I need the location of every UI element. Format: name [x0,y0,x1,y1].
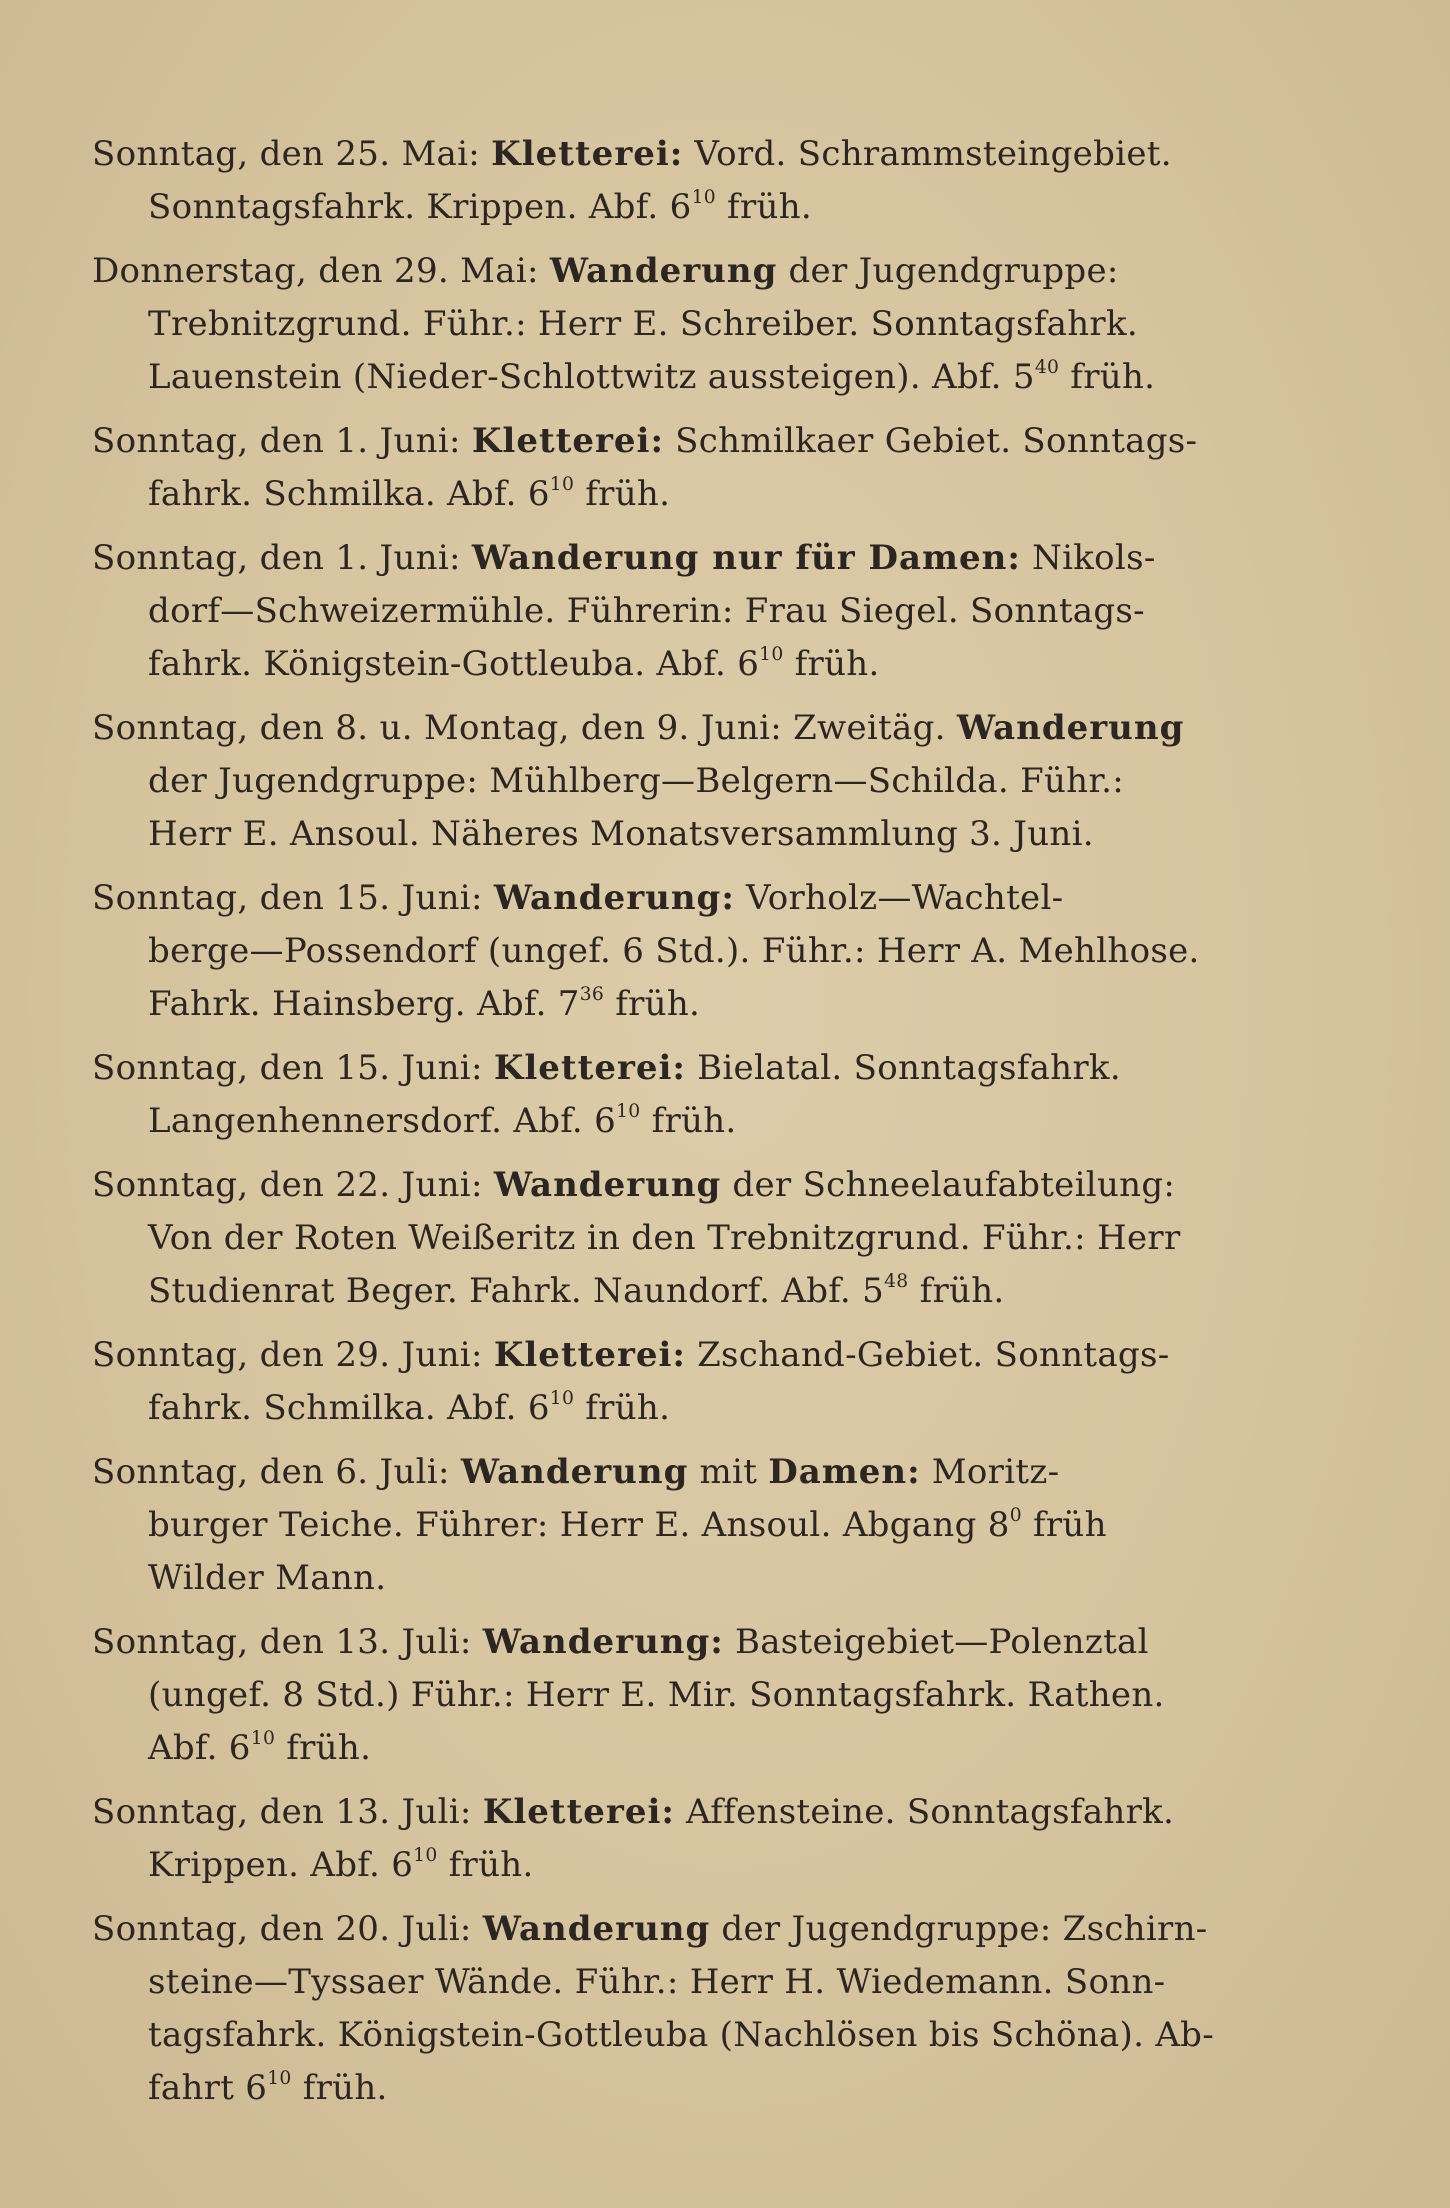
entry-text: früh. [574,1388,671,1428]
entry-text: berge—Possendorf (ungef. 6 Std.). Führ.: Herr A. Mehlhose. [148,931,1200,971]
schedule-entry [92,872,1382,1031]
entry-first-line [92,128,1382,181]
entry-text: Donnerstag, den 29. Mai: [92,251,550,291]
entry-text: früh. [291,2068,388,2108]
activity-keyword: Wanderung [549,251,778,291]
activity-keyword: Kletterei: [491,134,684,174]
activity-keyword: Wanderung nur für Damen: [471,538,1021,578]
entry-continuation-line [92,1499,1382,1552]
activity-keyword: Kletterei: [493,1335,686,1375]
schedule-entry [92,1042,1382,1148]
entry-continuation-line [92,755,1382,808]
entry-text: Vorholz—Wachtel- [734,878,1064,918]
entry-text: Moritz- [920,1452,1060,1492]
entry-text: Sonntag, den 8. u. Montag, den 9. Juni: Zweitäg. [92,708,957,748]
entry-first-line [92,1329,1382,1382]
entry-continuation-line [92,298,1382,351]
activity-keyword: Kletterei: [482,1792,675,1832]
entry-text: Wilder Mann. [148,1558,387,1598]
entry-continuation-line [92,1956,1382,2009]
entry-continuation-line [92,1552,1382,1605]
entry-text: Von der Roten Weißeritz in den Trebnitzgrund. Führ.: Herr [148,1218,1181,1258]
time-minutes: 10 [549,1387,575,1409]
entry-continuation-line [92,638,1382,691]
activity-keyword: Wanderung [493,1165,722,1205]
entry-continuation-line [92,181,1382,234]
entry-text: Sonntag, den 25. Mai: [92,134,492,174]
entry-continuation-line [92,925,1382,978]
entry-text: früh. [640,1101,737,1141]
entry-first-line [92,415,1382,468]
activity-keyword: Kletterei: [471,421,665,461]
schedule-entry [92,128,1382,234]
entry-text: steine—Tyssaer Wände. Führ.: Herr H. Wiedemann. Sonn- [148,1962,1166,2002]
entry-text: Sonntag, den 22. Juni: [92,1165,494,1205]
schedule-entry [92,1786,1382,1892]
entry-text: früh. [715,187,813,227]
entry-text: fahrk. Schmilka. Abf. 6 [148,474,550,514]
entry-continuation-line [92,1212,1382,1265]
schedule-entry [92,245,1382,404]
time-minutes: 10 [413,1844,438,1866]
entry-text: früh. [275,1728,372,1768]
entry-text: Nikols- [1020,538,1156,578]
entry-text: Sonntag, den 1. Juni: [92,538,472,578]
entry-text: Abf. 6 [148,1728,251,1768]
entry-text: früh. [574,474,671,514]
entry-text: Zschand-Gebiet. Sonntags- [685,1335,1170,1375]
entry-text: tagsfahrk. Königstein-Gottleuba (Nachlösen bis Schöna). Ab- [148,2015,1215,2055]
time-minutes: 10 [549,473,575,495]
schedule-entry [92,532,1382,691]
entry-text: Fahrk. Hainsberg. Abf. 7 [148,984,580,1024]
entry-first-line [92,1903,1382,1956]
entry-text: früh. [783,644,880,684]
entry-text: dorf—Schweizermühle. Führerin: Frau Siegel. Sonntags- [148,591,1145,631]
entry-first-line [92,1786,1382,1839]
entry-text: Sonntag, den 15. Juni: [92,878,494,918]
entry-first-line [92,1042,1382,1095]
entry-text: Krippen. Abf. 6 [148,1845,414,1885]
time-minutes: 36 [579,983,605,1005]
activity-keyword: Wanderung [956,708,1185,748]
entry-continuation-line [92,2009,1382,2062]
activity-keyword: Wanderung: [493,878,735,918]
activity-keyword: Kletterei: [493,1048,686,1088]
entry-text: früh [1021,1505,1107,1545]
entry-text: Sonntag, den 6. Juli: [92,1452,461,1492]
schedule-entry [92,1159,1382,1318]
entry-text: Sonntag, den 29. Juni: [92,1335,494,1375]
entry-text: Vord. Schrammsteingebiet. [683,134,1172,174]
entry-continuation-line [92,1095,1382,1148]
time-minutes: 48 [884,1270,909,1292]
entry-continuation-line [92,1722,1382,1775]
schedule-text [92,128,1382,2115]
time-minutes: 0 [1009,1504,1022,1526]
time-minutes: 10 [759,643,784,665]
entry-text: fahrk. Königstein-Gottleuba. Abf. 6 [148,644,760,684]
entry-text: Sonntagsfahrk. Krippen. Abf. 6 [148,187,692,227]
entry-continuation-line [92,808,1382,861]
entry-first-line [92,872,1382,925]
time-minutes: 10 [691,186,716,208]
entry-text: der Jugendgruppe: [777,251,1119,291]
time-minutes: 10 [267,2067,292,2089]
time-minutes: 10 [250,1727,276,1749]
activity-keyword: Wanderung: [482,1622,724,1662]
entry-continuation-line [92,978,1382,1031]
entry-continuation-line [92,585,1382,638]
entry-text: der Schneelaufabteilung: [721,1165,1176,1205]
entry-text: Langenhennersdorf. Abf. 6 [148,1101,617,1141]
entry-text: Sonntag, den 1. Juni: [92,421,472,461]
entry-text: früh. [908,1271,1005,1311]
activity-keyword: Damen: [768,1452,921,1492]
entry-continuation-line [92,1382,1382,1435]
entry-text: Sonntag, den 20. Juli: [92,1909,483,1949]
entry-text: Sonntag, den 13. Juli: [92,1792,483,1832]
entry-text: Herr E. Ansoul. Näheres Monatsversammlung 3. Juni. [148,814,1094,854]
entry-text: fahrt 6 [148,2068,268,2108]
schedule-entry [92,415,1382,521]
entry-first-line [92,532,1382,585]
entry-text: Lauenstein (Nieder-Schlottwitz aussteigen). Abf. 5 [148,357,1035,397]
entry-text: burger Teiche. Führer: Herr E. Ansoul. Abgang 8 [148,1505,1010,1545]
entry-text: Bielatal. Sonntagsfahrk. [685,1048,1121,1088]
entry-text: früh. [1059,357,1156,397]
activity-keyword: Wanderung [460,1452,689,1492]
entry-text: Basteigebiet—Polenztal [723,1622,1149,1662]
schedule-entry [92,1446,1382,1605]
entry-text: früh. [604,984,701,1024]
schedule-entry [92,1616,1382,1775]
entry-first-line [92,1159,1382,1212]
entry-continuation-line [92,1839,1382,1892]
time-minutes: 40 [1034,356,1060,378]
entry-continuation-line [92,2062,1382,2115]
entry-first-line [92,245,1382,298]
entry-continuation-line [92,351,1382,404]
entry-first-line [92,702,1382,755]
entry-text: fahrk. Schmilka. Abf. 6 [148,1388,550,1428]
entry-text: früh. [437,1845,534,1885]
time-minutes: 10 [616,1100,641,1122]
entry-continuation-line [92,468,1382,521]
entry-text: Trebnitzgrund. Führ.: Herr E. Schreiber. Sonntagsfahrk. [148,304,1138,344]
entry-text: mit [688,1452,769,1492]
entry-first-line [92,1446,1382,1499]
entry-text: Sonntag, den 13. Juli: [92,1622,483,1662]
schedule-entry [92,702,1382,861]
entry-text: Sonntag, den 15. Juni: [92,1048,494,1088]
entry-first-line [92,1616,1382,1669]
entry-continuation-line [92,1669,1382,1722]
activity-keyword: Wanderung [482,1909,711,1949]
entry-text: Schmilkaer Gebiet. Sonntags- [664,421,1198,461]
entry-text: Studienrat Beger. Fahrk. Naundorf. Abf. 5 [148,1271,885,1311]
entry-text: der Jugendgruppe: Mühlberg—Belgern—Schilda. Führ.: [148,761,1125,801]
entry-continuation-line [92,1265,1382,1318]
entry-text: (ungef. 8 Std.) Führ.: Herr E. Mir. Sonntagsfahrk. Rathen. [148,1675,1165,1715]
schedule-entry [92,1329,1382,1435]
entry-text: Affensteine. Sonntagsfahrk. [674,1792,1175,1832]
entry-text: der Jugendgruppe: Zschirn- [710,1909,1208,1949]
schedule-entry [92,1903,1382,2115]
